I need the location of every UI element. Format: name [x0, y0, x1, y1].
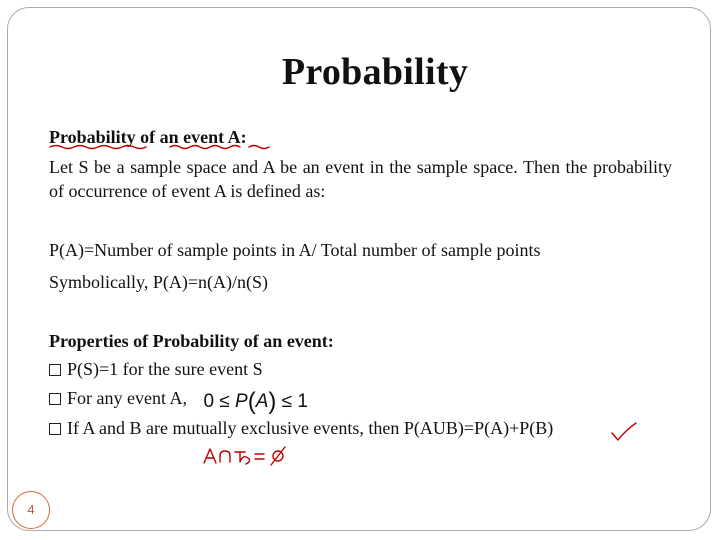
formula-words: P(A)=Number of sample points in A/ Total number of sample points — [49, 240, 541, 260]
properties-heading: Properties of Probability of an event: — [49, 331, 334, 351]
bullet-text: P(S)=1 for the sure event S — [67, 359, 263, 379]
formula-symbolic: Symbolically, P(A)=n(A)/n(S) — [49, 272, 268, 292]
inequality-right: ≤ 1 — [281, 391, 308, 412]
inequality-arg: A — [255, 391, 269, 412]
slide-title: Probability — [281, 51, 469, 93]
bullet-box-icon — [49, 393, 61, 405]
bullet-box-icon — [49, 364, 61, 376]
bullet-text: If A and B are mutually exclusive events, then P(AUB)=P(A)+P(B) — [67, 418, 554, 438]
bullet-item — [49, 388, 308, 416]
bullet-text: For any event A, — [67, 388, 187, 408]
definition-text: Let S be a sample space and A be an event in the sample space. Then the probability of occurrence of event A is defined as: — [49, 157, 672, 201]
bullet-item — [49, 418, 553, 439]
section-heading: Probability of an event A: — [49, 127, 247, 147]
slide-number-badge: 4 — [12, 491, 50, 529]
inequality-left: 0 ≤ — [203, 391, 230, 412]
bullet-item — [49, 359, 263, 380]
inequality-formula: 0 ≤ P(A) ≤ 1 — [203, 388, 308, 415]
bullet-box-icon — [49, 423, 61, 435]
inequality-p: P — [235, 391, 248, 412]
